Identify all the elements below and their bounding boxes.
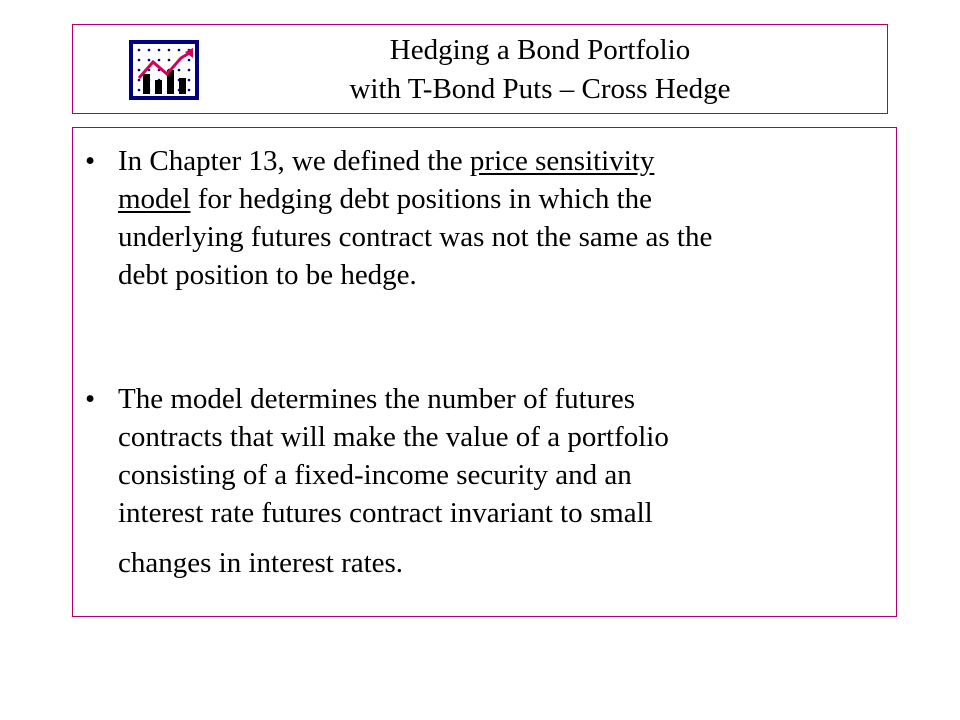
slide-title-line-2: with T-Bond Puts – Cross Hedge bbox=[349, 73, 731, 105]
bullet-mark: • bbox=[85, 145, 96, 177]
bullet-line: interest rate futures contract invariant to small bbox=[118, 497, 653, 529]
underlined-term: model bbox=[118, 183, 191, 215]
bullet-line: In Chapter 13, we defined the price sensitivity bbox=[118, 145, 655, 177]
bullet-item bbox=[85, 380, 888, 582]
bullet-line: underlying futures contract was not the same as the bbox=[118, 221, 713, 253]
bullet-mark: • bbox=[85, 383, 96, 415]
slide-body-box bbox=[72, 127, 897, 617]
slide-title-line-1: Hedging a Bond Portfolio bbox=[389, 34, 691, 66]
bullet-line: consisting of a fixed-income security and an bbox=[118, 459, 632, 491]
bar-chart-trend-icon bbox=[129, 40, 199, 100]
slide-title bbox=[193, 31, 887, 109]
bullet-line: model for hedging debt positions in which the bbox=[118, 183, 653, 215]
bullet-line: debt position to be hedge. bbox=[118, 259, 417, 291]
bullet-line: changes in interest rates. bbox=[118, 547, 404, 579]
bullet-text bbox=[118, 380, 888, 582]
bullet-text bbox=[118, 142, 888, 294]
slide-title-box bbox=[72, 24, 888, 114]
bullet-line: The model determines the number of futures bbox=[118, 383, 636, 415]
bullet-item bbox=[85, 142, 888, 294]
underlined-term: price sensitivity bbox=[469, 145, 655, 177]
bullet-line: contracts that will make the value of a portfolio bbox=[118, 421, 669, 453]
